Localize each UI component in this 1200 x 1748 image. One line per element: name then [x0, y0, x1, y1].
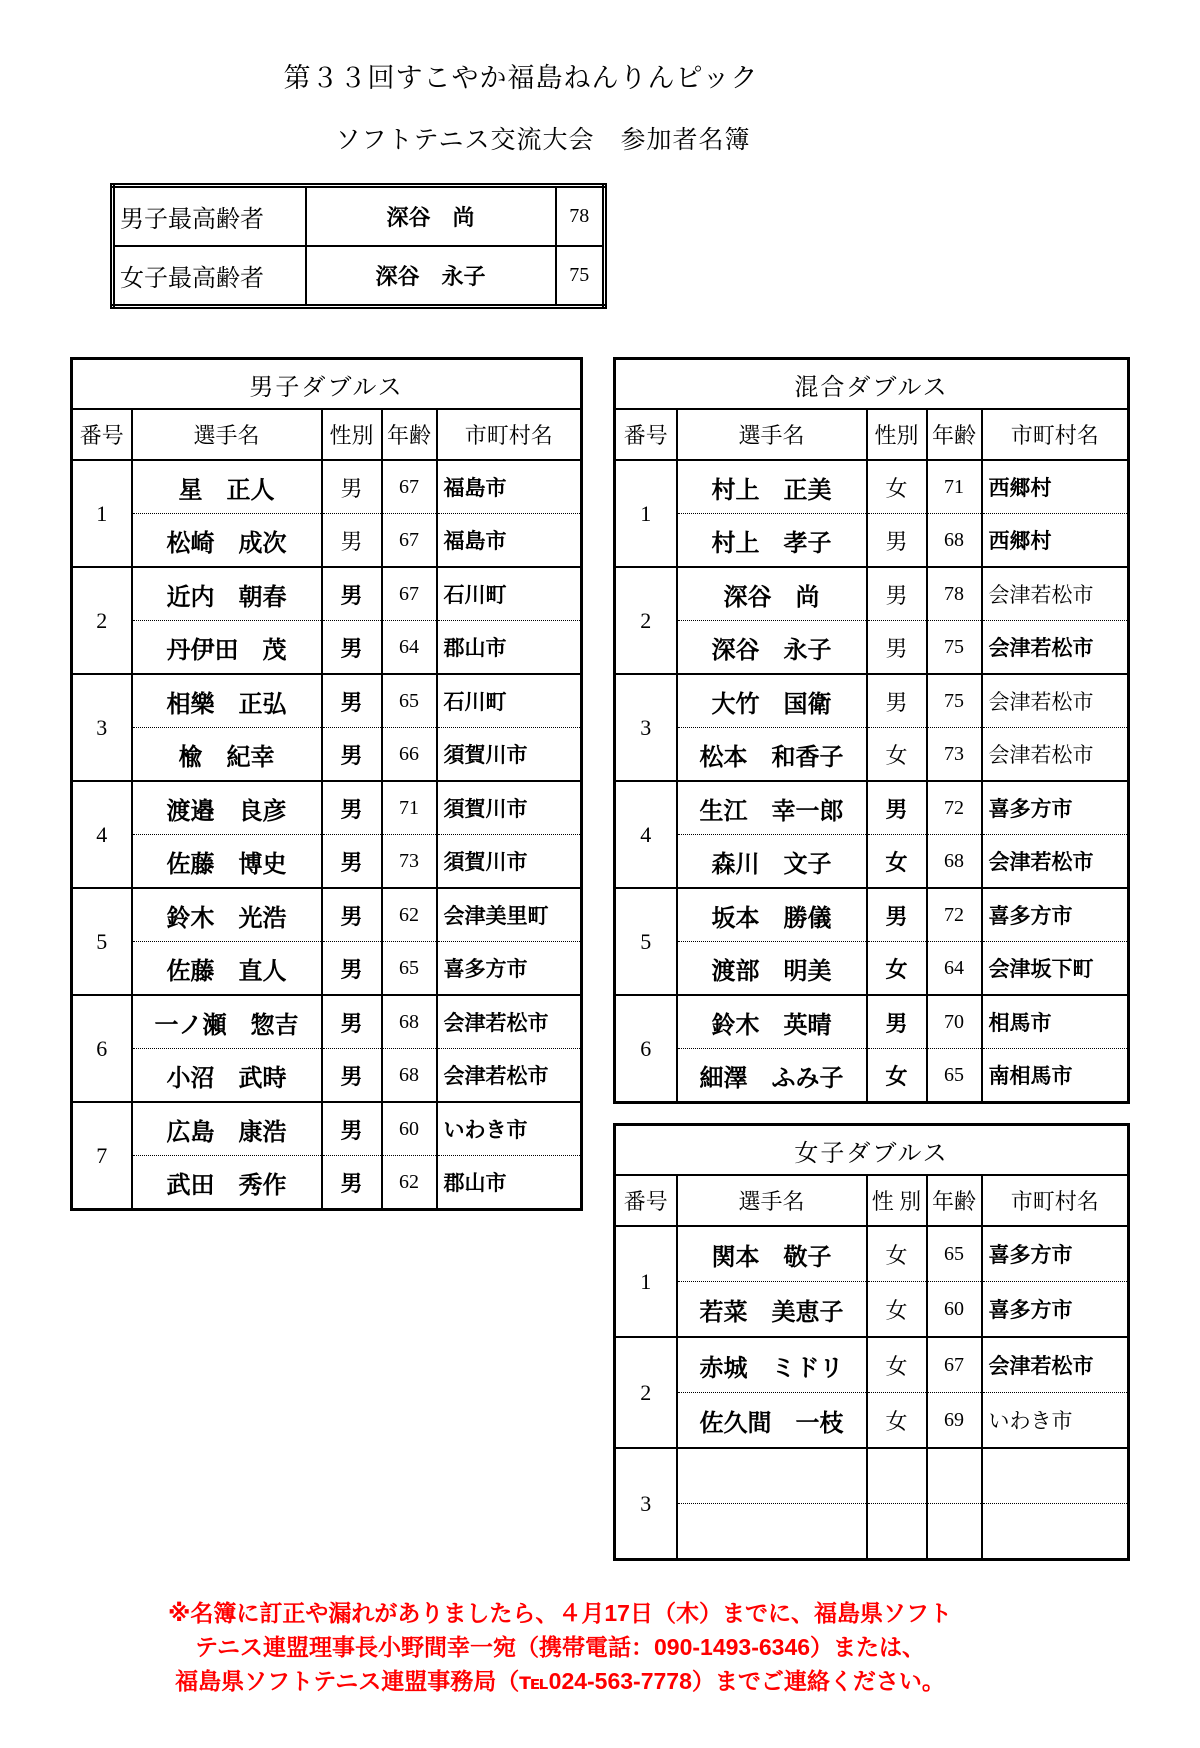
player-gender: 男: [867, 514, 927, 568]
table-row: [113, 186, 605, 247]
player-gender: 男: [322, 1156, 382, 1210]
table-header-row: [615, 1175, 1129, 1226]
player-row: [72, 781, 582, 835]
player-city: [982, 1448, 1129, 1504]
player-city: 会津若松市: [437, 1049, 582, 1103]
oldest-participants-table: [110, 183, 607, 309]
player-name: 丹伊田 茂: [132, 621, 322, 675]
player-age: 73: [382, 835, 437, 889]
player-age: 69: [927, 1393, 982, 1449]
player-city: 会津若松市: [982, 1337, 1129, 1393]
player-name: 相樂 正弘: [132, 674, 322, 728]
col-header-number: 番号: [615, 409, 677, 460]
player-name: 佐藤 博史: [132, 835, 322, 889]
player-city: 喜多方市: [982, 1282, 1129, 1338]
player-age: 75: [927, 621, 982, 675]
player-age: 75: [927, 674, 982, 728]
player-name: [677, 1504, 867, 1560]
col-header-number: 番号: [615, 1175, 677, 1226]
player-age: 73: [927, 728, 982, 782]
group-number: 2: [615, 567, 677, 674]
player-age: 67: [382, 514, 437, 568]
player-name: 鈴木 英晴: [677, 995, 867, 1049]
player-row: [72, 674, 582, 728]
group-number: 1: [72, 460, 132, 567]
table-header-row: [72, 409, 582, 460]
player-row: [615, 1049, 1129, 1103]
player-row: [615, 514, 1129, 568]
table-title-row: [615, 359, 1129, 410]
player-name: [677, 1448, 867, 1504]
player-age: 65: [382, 674, 437, 728]
player-gender: 男: [867, 995, 927, 1049]
group-number: 4: [72, 781, 132, 888]
player-name: 生江 幸一郎: [677, 781, 867, 835]
page-subtitle: ソフトテニス交流大会 参加者名簿: [335, 127, 751, 154]
player-row: [615, 995, 1129, 1049]
correction-notice: [110, 1596, 1010, 1698]
player-city: 福島市: [437, 460, 582, 514]
player-gender: 女: [867, 1393, 927, 1449]
player-row: [72, 995, 582, 1049]
player-name: 森川 文子: [677, 835, 867, 889]
player-row: [615, 1393, 1129, 1449]
player-city: 西郷村: [982, 514, 1129, 568]
player-city: 南相馬市: [982, 1049, 1129, 1103]
player-row: [72, 1102, 582, 1156]
correction-notice-line: ※名簿に訂正や漏れがありましたら、４月17日（木）までに、福島県ソフト: [168, 1600, 952, 1626]
player-city: 喜多方市: [982, 888, 1129, 942]
group-number: 6: [72, 995, 132, 1102]
player-name: 佐藤 直人: [132, 942, 322, 996]
player-name: 渡部 明美: [677, 942, 867, 996]
player-gender: 男: [322, 942, 382, 996]
player-name: 坂本 勝儀: [677, 888, 867, 942]
group-number: 1: [615, 1226, 677, 1337]
player-name: 星 正人: [132, 460, 322, 514]
player-gender: 男: [867, 674, 927, 728]
player-gender: 男: [322, 514, 382, 568]
col-header-city: 市町村名: [982, 409, 1129, 460]
col-header-number: 番号: [72, 409, 132, 460]
table-title: 男子ダブルス: [72, 359, 582, 410]
player-gender: 男: [867, 621, 927, 675]
player-city: 須賀川市: [437, 781, 582, 835]
group-number: 2: [72, 567, 132, 674]
col-header-name: 選手名: [677, 1175, 867, 1226]
col-header-name: 選手名: [677, 409, 867, 460]
player-age: [927, 1504, 982, 1560]
correction-notice-line: テニス連盟理事長小野間幸一宛（携帯電話：090-1493-6346）または、: [194, 1634, 926, 1660]
player-name: 近内 朝春: [132, 567, 322, 621]
group-number: 3: [72, 674, 132, 781]
player-city: 石川町: [437, 674, 582, 728]
player-row: [72, 460, 582, 514]
group-number: 3: [615, 674, 677, 781]
player-row: [615, 621, 1129, 675]
player-age: 60: [927, 1282, 982, 1338]
player-row: [72, 514, 582, 568]
player-age: 72: [927, 781, 982, 835]
table-title: 女子ダブルス: [615, 1125, 1129, 1176]
player-city: 会津若松市: [982, 567, 1129, 621]
player-row: [615, 1504, 1129, 1560]
oldest-female-age: 75: [556, 246, 605, 307]
player-name: 佐久間 一枝: [677, 1393, 867, 1449]
player-city: 会津若松市: [982, 728, 1129, 782]
player-row: [72, 621, 582, 675]
player-row: [615, 781, 1129, 835]
player-gender: 男: [322, 567, 382, 621]
col-header-age: 年齢: [927, 409, 982, 460]
player-row: [615, 728, 1129, 782]
player-age: 62: [382, 888, 437, 942]
player-name: 村上 孝子: [677, 514, 867, 568]
player-city: 喜多方市: [982, 781, 1129, 835]
player-gender: 男: [322, 1102, 382, 1156]
player-city: 郡山市: [437, 621, 582, 675]
player-city: いわき市: [437, 1102, 582, 1156]
col-header-age: 年齢: [382, 409, 437, 460]
player-gender: 男: [322, 781, 382, 835]
player-city: 相馬市: [982, 995, 1129, 1049]
player-city: 会津若松市: [982, 621, 1129, 675]
player-gender: 男: [867, 567, 927, 621]
player-name: 若菜 美恵子: [677, 1282, 867, 1338]
player-row: [72, 728, 582, 782]
player-gender: 男: [322, 888, 382, 942]
page-title: 第３３回すこやか福島ねんりんピック: [283, 63, 759, 93]
player-age: 68: [927, 514, 982, 568]
player-gender: [867, 1504, 927, 1560]
col-header-name: 選手名: [132, 409, 322, 460]
player-age: 68: [927, 835, 982, 889]
group-number: 5: [615, 888, 677, 995]
player-city: 会津若松市: [982, 674, 1129, 728]
col-header-gender: 性別: [322, 409, 382, 460]
player-city: いわき市: [982, 1393, 1129, 1449]
player-gender: 男: [322, 674, 382, 728]
womens-doubles-table: [613, 1123, 1130, 1561]
group-number: 7: [72, 1102, 132, 1210]
player-age: 67: [927, 1337, 982, 1393]
group-number: 4: [615, 781, 677, 888]
player-name: 武田 秀作: [132, 1156, 322, 1210]
group-number: 5: [72, 888, 132, 995]
table-title-row: [615, 1125, 1129, 1176]
player-name: 深谷 永子: [677, 621, 867, 675]
player-row: [615, 1337, 1129, 1393]
oldest-female-name: 深谷 永子: [306, 246, 556, 307]
player-age: 65: [927, 1226, 982, 1282]
player-row: [615, 674, 1129, 728]
player-gender: 女: [867, 728, 927, 782]
player-name: 大竹 国衛: [677, 674, 867, 728]
table-title-row: [72, 359, 582, 410]
player-age: 78: [927, 567, 982, 621]
player-city: 会津坂下町: [982, 942, 1129, 996]
player-age: 67: [382, 567, 437, 621]
player-age: 68: [382, 995, 437, 1049]
mixed-doubles-table: [613, 357, 1130, 1104]
player-gender: 男: [322, 621, 382, 675]
player-gender: 男: [322, 995, 382, 1049]
player-row: [615, 567, 1129, 621]
player-row: [72, 1156, 582, 1210]
player-gender: 女: [867, 835, 927, 889]
player-gender: 女: [867, 460, 927, 514]
player-city: 福島市: [437, 514, 582, 568]
player-gender: 男: [867, 888, 927, 942]
player-name: 松本 和香子: [677, 728, 867, 782]
group-number: 2: [615, 1337, 677, 1448]
player-age: 68: [382, 1049, 437, 1103]
player-row: [615, 1282, 1129, 1338]
player-row: [615, 1226, 1129, 1282]
player-age: 60: [382, 1102, 437, 1156]
mens-doubles-table: [70, 357, 583, 1211]
col-header-gender: 性 別: [867, 1175, 927, 1226]
player-city: 喜多方市: [982, 1226, 1129, 1282]
player-name: 村上 正美: [677, 460, 867, 514]
correction-notice-line: 福島県ソフトテニス連盟事務局（℡024-563-7778）までご連絡ください。: [175, 1668, 945, 1694]
player-city: 会津若松市: [982, 835, 1129, 889]
player-name: 渡邉 良彦: [132, 781, 322, 835]
player-name: 深谷 尚: [677, 567, 867, 621]
player-name: 広島 康浩: [132, 1102, 322, 1156]
player-row: [615, 1448, 1129, 1504]
player-name: 細澤 ふみ子: [677, 1049, 867, 1103]
player-row: [615, 460, 1129, 514]
player-age: 70: [927, 995, 982, 1049]
player-gender: 女: [867, 942, 927, 996]
player-gender: [867, 1448, 927, 1504]
table-row: [113, 246, 605, 307]
player-gender: 男: [867, 781, 927, 835]
player-row: [615, 942, 1129, 996]
oldest-male-label: 男子最高齢者: [113, 186, 306, 247]
table-title: 混合ダブルス: [615, 359, 1129, 410]
player-name: 小沼 武時: [132, 1049, 322, 1103]
player-city: 西郷村: [982, 460, 1129, 514]
col-header-city: 市町村名: [982, 1175, 1129, 1226]
col-header-gender: 性別: [867, 409, 927, 460]
player-gender: 女: [867, 1226, 927, 1282]
player-age: 72: [927, 888, 982, 942]
player-city: 須賀川市: [437, 728, 582, 782]
group-number: 3: [615, 1448, 677, 1560]
group-number: 6: [615, 995, 677, 1103]
player-age: 64: [927, 942, 982, 996]
player-gender: 男: [322, 460, 382, 514]
player-age: 67: [382, 460, 437, 514]
col-header-age: 年齢: [927, 1175, 982, 1226]
player-gender: 男: [322, 1049, 382, 1103]
player-row: [72, 835, 582, 889]
player-age: [927, 1448, 982, 1504]
player-row: [72, 567, 582, 621]
player-gender: 女: [867, 1049, 927, 1103]
player-city: 郡山市: [437, 1156, 582, 1210]
player-row: [72, 888, 582, 942]
player-gender: 女: [867, 1282, 927, 1338]
player-age: 65: [382, 942, 437, 996]
player-city: 喜多方市: [437, 942, 582, 996]
player-gender: 女: [867, 1337, 927, 1393]
col-header-city: 市町村名: [437, 409, 582, 460]
player-row: [615, 835, 1129, 889]
player-age: 65: [927, 1049, 982, 1103]
player-city: 石川町: [437, 567, 582, 621]
player-age: 71: [382, 781, 437, 835]
player-gender: 男: [322, 835, 382, 889]
player-age: 62: [382, 1156, 437, 1210]
player-row: [72, 942, 582, 996]
table-header-row: [615, 409, 1129, 460]
player-name: 鈴木 光浩: [132, 888, 322, 942]
player-city: 会津美里町: [437, 888, 582, 942]
player-age: 71: [927, 460, 982, 514]
player-name: 一ノ瀬 惣吉: [132, 995, 322, 1049]
oldest-male-name: 深谷 尚: [306, 186, 556, 247]
player-city: 須賀川市: [437, 835, 582, 889]
player-row: [72, 1049, 582, 1103]
player-name: 赤城 ミドリ: [677, 1337, 867, 1393]
player-age: 66: [382, 728, 437, 782]
player-city: 会津若松市: [437, 995, 582, 1049]
player-name: 関本 敬子: [677, 1226, 867, 1282]
player-row: [615, 888, 1129, 942]
group-number: 1: [615, 460, 677, 567]
player-name: 楡 紀幸: [132, 728, 322, 782]
player-gender: 男: [322, 728, 382, 782]
player-age: 64: [382, 621, 437, 675]
player-city: [982, 1504, 1129, 1560]
oldest-female-label: 女子最高齢者: [113, 246, 306, 307]
player-name: 松崎 成次: [132, 514, 322, 568]
oldest-male-age: 78: [556, 186, 605, 247]
